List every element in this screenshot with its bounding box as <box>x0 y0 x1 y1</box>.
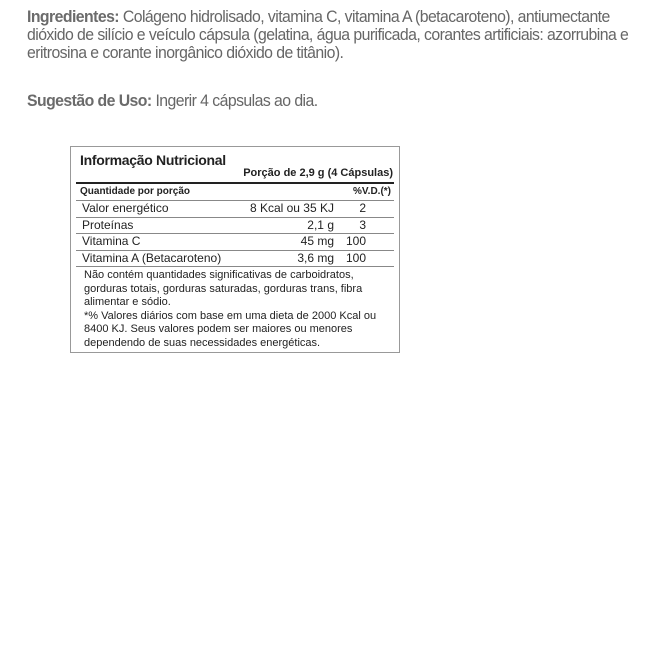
portion-size: Porção de 2,9 g (4 Cápsulas) <box>243 167 393 179</box>
usage-text <box>27 92 659 110</box>
table-row <box>76 234 394 251</box>
header-qty: Quantidade por porção <box>80 186 191 197</box>
nutrient-amount: 8 Kcal ou 35 KJ <box>249 201 334 215</box>
table-rows <box>76 200 394 267</box>
header-vd: %V.D.(*) <box>353 186 391 197</box>
ingredients-text <box>27 8 659 62</box>
usage-body: Ingerir 4 cápsulas ao dia. <box>151 91 318 110</box>
table-row <box>76 251 394 268</box>
divider <box>76 182 394 184</box>
nutrient-name: Vitamina A (Betacaroteno) <box>82 250 222 265</box>
usage-label: Sugestão de Uso: <box>27 91 152 110</box>
nutrient-vd: 2 <box>359 201 366 215</box>
nutrition-table <box>70 146 400 353</box>
nutrient-amount: 3,6 mg <box>297 250 334 265</box>
ingredients-label: Ingredientes: <box>27 7 120 26</box>
nutrient-amount: 45 mg <box>300 234 334 248</box>
table-title: Informação Nutricional <box>80 152 226 168</box>
nutrient-vd: 3 <box>359 217 366 232</box>
nutrient-name: Valor energético <box>82 201 169 215</box>
note-not-significant: Não contém quantidades significativas de carboidratos, gorduras totais, gorduras saturadas, gorduras trans, fibra alimentar e sódio. <box>84 269 363 308</box>
nutrient-name: Proteínas <box>82 217 134 232</box>
table-header <box>80 186 391 197</box>
table-notes <box>84 269 393 350</box>
table-row <box>76 201 394 218</box>
nutrient-name: Vitamina C <box>82 234 141 248</box>
ingredients-body: Colágeno hidrolisado, vitamina C, vitamina A (betacaroteno), antiumectante dióxido de silício e veículo cápsula (gelatina, água purificada, corantes artificiais: azorrubina e eritrosina e corante inorgânico dióxido de titânio). <box>27 7 629 62</box>
note-daily-values: *% Valores diários com base em uma dieta de 2000 Kcal ou 8400 KJ. Seus valores podem ser maiores ou menores dependendo de suas necessidades energéticas. <box>84 309 377 349</box>
table-row <box>76 218 394 235</box>
nutrient-vd: 100 <box>345 234 366 248</box>
nutrient-vd: 100 <box>345 250 366 265</box>
nutrient-amount: 2,1 g <box>307 217 334 232</box>
